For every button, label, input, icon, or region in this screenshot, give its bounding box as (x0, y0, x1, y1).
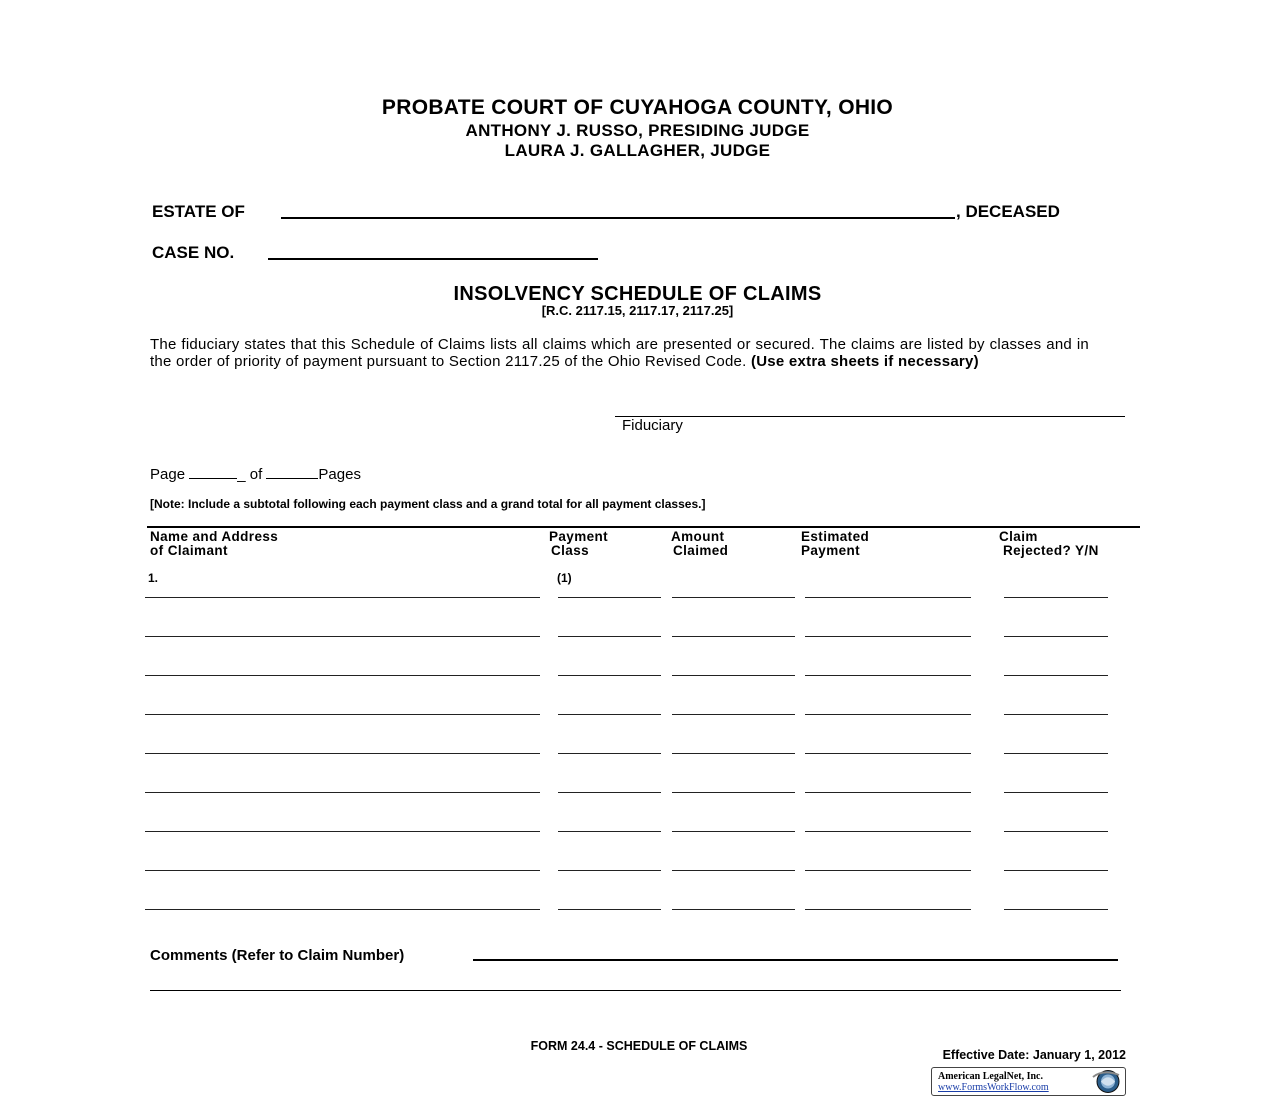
amount-claimed-field[interactable] (672, 636, 795, 637)
deceased-label: , DECEASED (956, 202, 1060, 221)
claim-rejected-field[interactable] (1004, 636, 1108, 637)
payment-class-field[interactable] (558, 714, 661, 715)
col-header-claim-rejected-l2: Rejected? Y/N (1003, 543, 1099, 558)
col-header-claim-rejected (999, 530, 1099, 558)
claimant-field[interactable] (145, 909, 540, 910)
estate-field[interactable] (281, 217, 955, 219)
court-name: PROBATE COURT OF CUYAHOGA COUNTY, OHIO (381, 96, 894, 119)
fiduciary-statement (150, 337, 1089, 370)
claimant-field[interactable] (145, 870, 540, 871)
table-top-rule (147, 526, 1140, 528)
amount-claimed-field[interactable] (672, 831, 795, 832)
statute-reference: [R.C. 2117.15, 2117.17, 2117.25] (541, 303, 734, 318)
col-header-amount-claimed-l2: Claimed (673, 543, 729, 558)
payment-class-field[interactable] (558, 753, 661, 754)
payment-class-field[interactable] (558, 909, 661, 910)
payment-class-field[interactable] (558, 831, 661, 832)
row-payment-class: (1) (557, 571, 572, 585)
estimated-payment-field[interactable] (805, 675, 971, 676)
claim-rejected-field[interactable] (1004, 753, 1108, 754)
col-header-claim-rejected-l1: Claim (999, 529, 1038, 544)
case-number-field[interactable] (268, 258, 598, 260)
col-header-claimant (150, 530, 278, 558)
of-label: of (249, 466, 263, 483)
estimated-payment-field[interactable] (805, 909, 971, 910)
payment-class-field[interactable] (558, 675, 661, 676)
claimant-field[interactable] (145, 597, 540, 598)
claim-rejected-field[interactable] (1004, 714, 1108, 715)
col-header-amount-claimed-l1: Amount (671, 529, 725, 544)
amount-claimed-field[interactable] (672, 753, 795, 754)
judge: LAURA J. GALLAGHER, JUDGE (504, 141, 771, 160)
col-header-estimated-payment-l2: Payment (801, 543, 861, 558)
claim-rejected-field[interactable] (1004, 870, 1108, 871)
amount-claimed-field[interactable] (672, 597, 795, 598)
claim-rejected-field[interactable] (1004, 909, 1108, 910)
amount-claimed-field[interactable] (672, 714, 795, 715)
page-gap: _ (237, 466, 246, 483)
vendor-logo[interactable] (931, 1067, 1126, 1096)
estimated-payment-field[interactable] (805, 870, 971, 871)
col-header-estimated-payment-l1: Estimated (801, 529, 870, 544)
claimant-field[interactable] (145, 636, 540, 637)
statement-bold: (Use extra sheets if necessary) (750, 352, 979, 370)
statement-text: The fiduciary states that this Schedule of Claims lists all claims which are presented or secured. The claims are listed by classes and in the order of priority of payment pursuant to Section 2117.25 of the Ohio Revised Code. (150, 336, 1089, 370)
col-header-payment-class (549, 530, 608, 558)
claimant-field[interactable] (145, 792, 540, 793)
claim-rejected-field[interactable] (1004, 792, 1108, 793)
globe-icon (1089, 1069, 1123, 1094)
total-pages-field[interactable] (266, 466, 318, 479)
form-title: INSOLVENCY SCHEDULE OF CLAIMS (453, 283, 822, 305)
estimated-payment-field[interactable] (805, 753, 971, 754)
amount-claimed-field[interactable] (672, 870, 795, 871)
vendor-name: American LegalNet, Inc. (938, 1071, 1043, 1082)
col-header-amount-claimed (671, 530, 728, 558)
amount-claimed-field[interactable] (672, 792, 795, 793)
col-header-claimant-l1: Name and Address (150, 529, 279, 544)
claimant-field[interactable] (145, 714, 540, 715)
claim-rejected-field[interactable] (1004, 675, 1108, 676)
claimant-field[interactable] (145, 675, 540, 676)
comments-field-line2[interactable] (150, 990, 1121, 991)
claim-rejected-field[interactable] (1004, 831, 1108, 832)
col-header-payment-class-l2: Class (551, 543, 590, 558)
pages-label: Pages (318, 466, 361, 483)
payment-class-field[interactable] (558, 636, 661, 637)
payment-class-field[interactable] (558, 597, 661, 598)
payment-class-field[interactable] (558, 870, 661, 871)
comments-field[interactable] (473, 959, 1118, 961)
presiding-judge: ANTHONY J. RUSSO, PRESIDING JUDGE (465, 121, 810, 140)
page-number-field[interactable] (189, 466, 237, 479)
estimated-payment-field[interactable] (805, 714, 971, 715)
amount-claimed-field[interactable] (672, 675, 795, 676)
effective-date: Effective Date: January 1, 2012 (942, 1048, 1126, 1062)
estate-label: ESTATE OF (152, 202, 245, 221)
comments-label: Comments (Refer to Claim Number) (150, 947, 405, 964)
amount-claimed-field[interactable] (672, 909, 795, 910)
col-header-claimant-l2: of Claimant (150, 543, 228, 558)
vendor-url[interactable]: www.FormsWorkFlow.com (938, 1082, 1049, 1093)
col-header-payment-class-l1: Payment (549, 529, 609, 544)
col-header-estimated-payment (801, 530, 869, 558)
form-number: FORM 24.4 - SCHEDULE OF CLAIMS (530, 1039, 748, 1053)
payment-class-field[interactable] (558, 792, 661, 793)
claimant-field[interactable] (145, 753, 540, 754)
subtotal-note: [Note: Include a subtotal following each payment class and a grand total for all payment classes.] (150, 497, 706, 511)
claim-rejected-field[interactable] (1004, 597, 1108, 598)
page-count-line (150, 466, 361, 483)
case-number-label: CASE NO. (152, 243, 235, 262)
estimated-payment-field[interactable] (805, 636, 971, 637)
row-number: 1. (148, 571, 159, 585)
fiduciary-signature-line[interactable] (615, 416, 1125, 417)
estimated-payment-field[interactable] (805, 831, 971, 832)
fiduciary-label: Fiduciary (622, 417, 683, 434)
page-label: Page (150, 466, 186, 483)
claimant-field[interactable] (145, 831, 540, 832)
estimated-payment-field[interactable] (805, 792, 971, 793)
estimated-payment-field[interactable] (805, 597, 971, 598)
